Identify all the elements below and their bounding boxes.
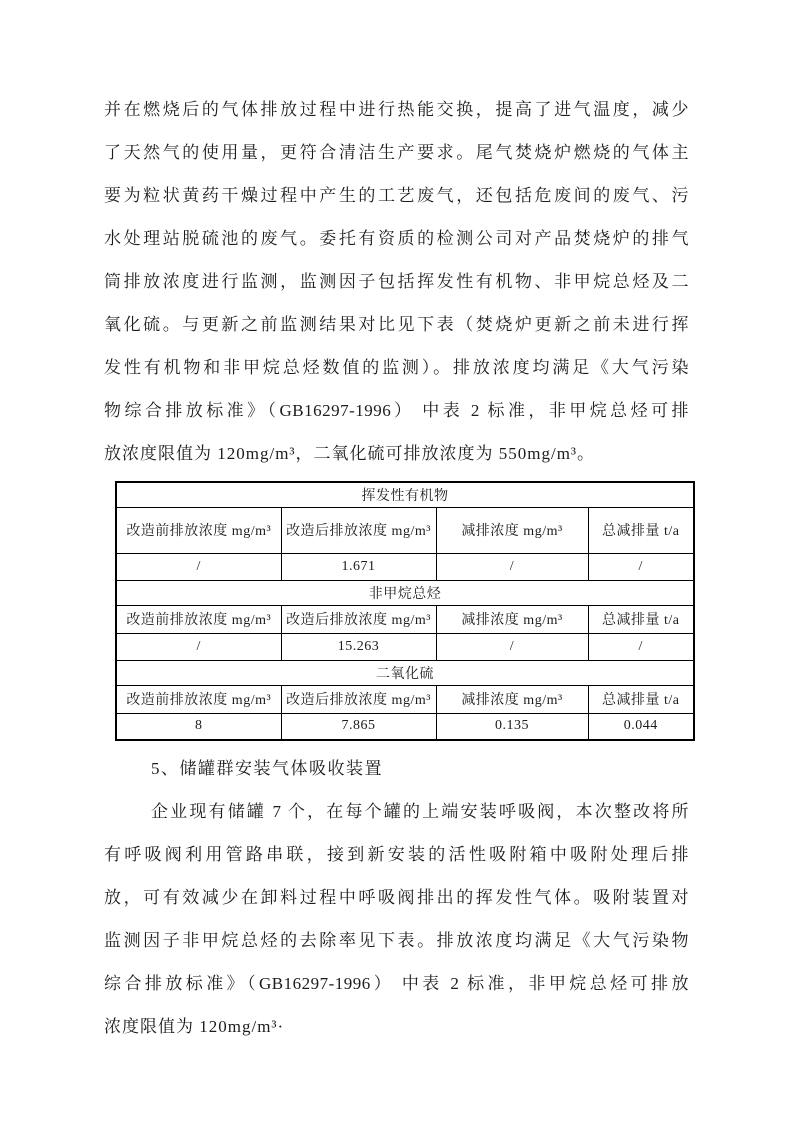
table-section-title-row <box>116 580 694 605</box>
table-header-row <box>116 685 694 713</box>
table-data-cell: / <box>588 553 694 580</box>
paragraph-tank-group <box>104 790 689 1048</box>
body-line: 物综合排放标准》（GB16297-1996） 中表 2 标准，非甲烷总烃可排 <box>104 401 689 420</box>
table-data-cell: / <box>116 633 281 660</box>
table-section-title-row <box>116 660 694 685</box>
body-line: 发性有机物和非甲烷总烃数值的监测）。排放浓度均满足《大气污染 <box>104 358 689 377</box>
table-data-row <box>116 713 694 740</box>
table-header-cell: 总减排量 t/a <box>588 507 694 553</box>
table-data-cell: 7.865 <box>281 713 436 740</box>
section-heading: 5、储罐群安装气体吸收装置 <box>151 759 383 778</box>
table-header-cell: 减排浓度 mg/m³ <box>436 507 588 553</box>
table-header-cell: 改造后排放浓度 mg/m³ <box>281 605 436 633</box>
table-data-cell: / <box>116 553 281 580</box>
table-header-cell: 减排浓度 mg/m³ <box>436 685 588 713</box>
body-line: 要为粒状黄药干燥过程中产生的工艺废气，还包括危废间的废气、污 <box>104 186 689 205</box>
table-data-row <box>116 553 694 580</box>
table-data-cell: 15.263 <box>281 633 436 660</box>
table-header-row <box>116 507 694 553</box>
table-data-cell: 1.671 <box>281 553 436 580</box>
table-header-cell: 改造前排放浓度 mg/m³ <box>116 507 281 553</box>
table-header-cell: 改造前排放浓度 mg/m³ <box>116 685 281 713</box>
body-line: 筒排放浓度进行监测，监测因子包括挥发性有机物、非甲烷总烃及二 <box>104 272 689 291</box>
table-header-cell: 改造前排放浓度 mg/m³ <box>116 605 281 633</box>
body-line: 综合排放标准》（GB16297-1996） 中表 2 标准，非甲烷总烃可排放 <box>104 974 689 993</box>
body-line: 水处理站脱硫池的废气。委托有资质的检测公司对产品焚烧炉的排气 <box>104 229 689 248</box>
body-line: 放浓度限值为 120mg/m³，二氧化硫可排放浓度为 550mg/m³。 <box>104 444 596 463</box>
table-data-cell: 0.135 <box>436 713 588 740</box>
table-data-cell: / <box>588 633 694 660</box>
paragraph-incinerator <box>104 88 689 475</box>
body-line: 并在燃烧后的气体排放过程中进行热能交换，提高了进气温度，减少 <box>104 100 689 119</box>
table-header-cell: 总减排量 t/a <box>588 605 694 633</box>
table-header-cell: 改造后排放浓度 mg/m³ <box>281 685 436 713</box>
emissions-comparison-table <box>115 481 695 741</box>
body-line: 有呼吸阀利用管路串联，接到新安装的活性吸附箱中吸附处理后排 <box>104 845 689 864</box>
table-section-title-row <box>116 482 694 507</box>
table-header-cell: 减排浓度 mg/m³ <box>436 605 588 633</box>
table-header-cell: 总减排量 t/a <box>588 685 694 713</box>
body-line: 监测因子非甲烷总烃的去除率见下表。排放浓度均满足《大气污染物 <box>104 931 689 950</box>
table-data-cell: / <box>436 553 588 580</box>
table-section-title: 挥发性有机物 <box>116 482 694 507</box>
table-section-title: 二氧化硫 <box>116 660 694 685</box>
table-data-cell: 8 <box>116 713 281 740</box>
table-header-row <box>116 605 694 633</box>
body-line: 了天然气的使用量，更符合清洁生产要求。尾气焚烧炉燃烧的气体主 <box>104 143 689 162</box>
table-section-title: 非甲烷总烃 <box>116 580 694 605</box>
body-line: 氧化硫。与更新之前监测结果对比见下表（焚烧炉更新之前未进行挥 <box>104 315 689 334</box>
body-line: 放，可有效减少在卸料过程中呼吸阀排出的挥发性气体。吸附装置对 <box>104 888 689 907</box>
body-line: 企业现有储罐 7 个，在每个罐的上端安装呼吸阀，本次整改将所 <box>151 802 689 821</box>
body-line: 浓度限值为 120mg/m³· <box>104 1017 285 1036</box>
table-data-cell: / <box>436 633 588 660</box>
table-data-row <box>116 633 694 660</box>
table-header-cell: 改造后排放浓度 mg/m³ <box>281 507 436 553</box>
page-content <box>104 88 689 1048</box>
table-data-cell: 0.044 <box>588 713 694 740</box>
